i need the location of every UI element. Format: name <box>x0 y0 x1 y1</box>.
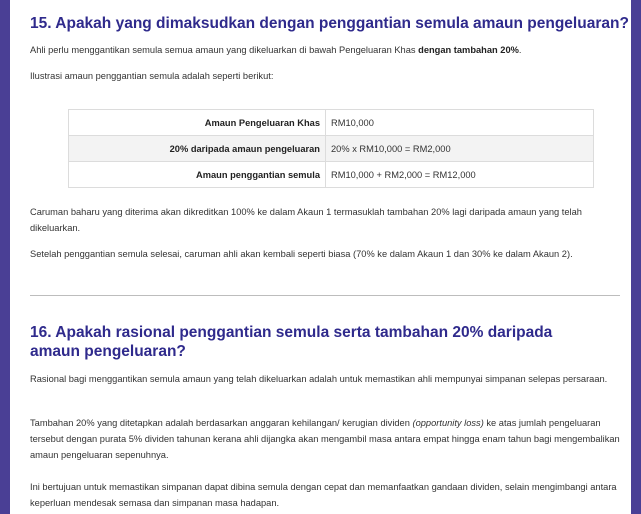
table-cell-value: 20% x RM10,000 = RM2,000 <box>326 136 594 162</box>
table-row <box>69 162 594 188</box>
faq-16-p2-italic: (opportunity loss) <box>412 418 484 428</box>
table-cell-value: RM10,000 + RM2,000 = RM12,000 <box>326 162 594 188</box>
faq-16-p2-text-a: Tambahan 20% yang ditetapkan adalah berdasarkan anggaran kehilangan/ kerugian dividen <box>30 418 413 428</box>
table-row <box>69 110 594 136</box>
faq-16-paragraph-1: Rasional bagi menggantikan semula amaun yang telah dikeluarkan adalah untuk memastikan ahli mempunyai simpanan selepas persaraan. <box>30 374 608 384</box>
faq-16-paragraph-2 <box>30 415 620 463</box>
table-cell-label: Amaun Pengeluaran Khas <box>69 110 326 136</box>
table-cell-label: 20% daripada amaun pengeluaran <box>69 136 326 162</box>
faq-15-paragraph-3: Caruman baharu yang diterima akan dikreditkan 100% ke dalam Akaun 1 termasuklah tambahan 20% lagi daripada amaun yang telah dikeluarkan. <box>30 207 582 233</box>
faq-16-p2-text-b: ke atas jumlah pengeluaran tersebut dengan purata 5% dividen tahunan kerana ahli dijangka akan mengambil masa antara empat hingga enam tahun bagi mengembalikan amaun pengeluaran sepenuhnya. <box>30 418 620 460</box>
faq-15-p1-bold: dengan tambahan 20% <box>418 45 519 55</box>
section-divider <box>30 295 620 296</box>
table-row <box>69 136 594 162</box>
faq-15-paragraph-2: Ilustrasi amaun penggantian semula adalah seperti berikut: <box>30 71 274 81</box>
faq-15-paragraph-1 <box>30 42 620 58</box>
faq-15-p1-end: . <box>518 45 522 55</box>
table-cell-label: Amaun penggantian semula <box>69 162 326 188</box>
illustration-table <box>68 109 594 188</box>
faq-16-title: 16. Apakah rasional penggantian semula serta tambahan 20% daripada amaun pengeluaran? <box>30 324 553 360</box>
table-cell-value: RM10,000 <box>326 110 594 136</box>
faq-15-title: 15. Apakah yang dimaksudkan dengan penggantian semula amaun pengeluaran? <box>30 15 629 32</box>
faq-15-paragraph-4: Setelah penggantian semula selesai, caruman ahli akan kembali seperti biasa (70% ke dalam Akaun 1 dan 30% ke dalam Akaun 2). <box>30 249 573 259</box>
faq-15-p1-text: Ahli perlu menggantikan semula semua amaun yang dikeluarkan di bawah Pengeluaran Khas <box>30 45 419 55</box>
faq-16-paragraph-3: Ini bertujuan untuk memastikan simpanan dapat dibina semula dengan cepat dan memanfaatkan gandaan dividen, selain mengimbangi antara keperluan mendesak semasa dan simpanan masa hadapan. <box>30 482 617 508</box>
